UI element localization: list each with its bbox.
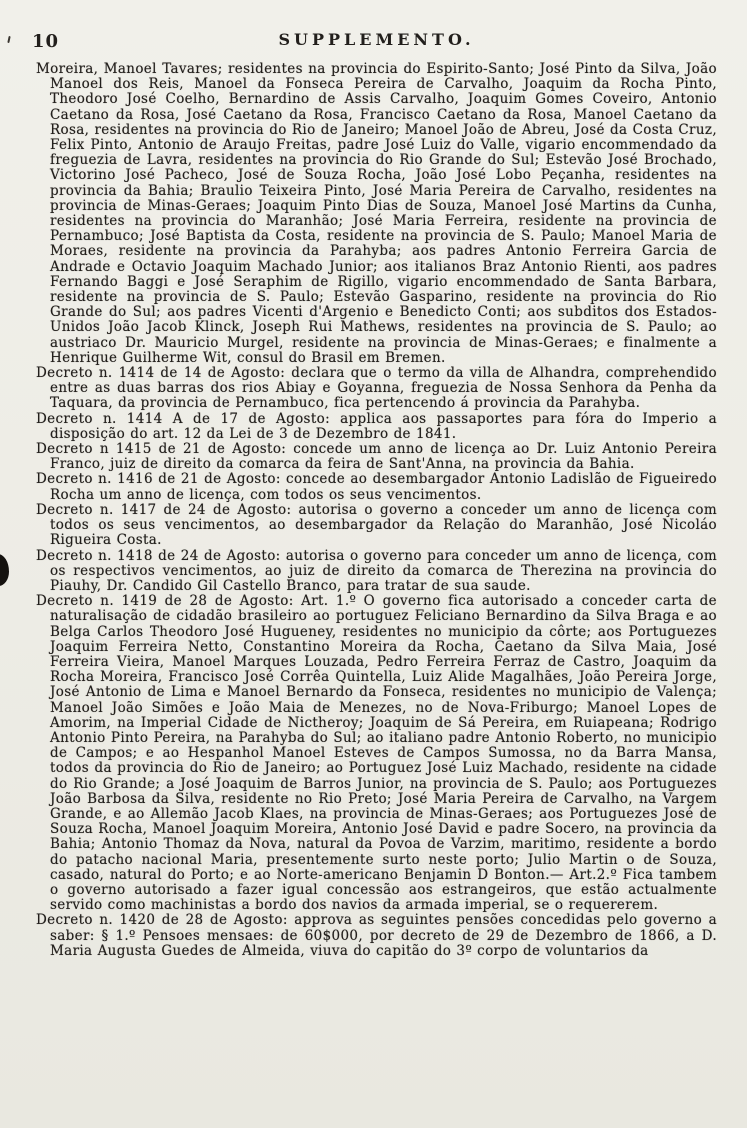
paragraph-naturalization-list-continued: Moreira, Manoel Tavares; residentes na provincia do Espirito-Santo; José Pinto da Silva, João Manoel dos Reis, Manoel da Fonseca Pereira de Carvalho, Joaquim da Rocha Pinto, Theodoro José Coelho, Bernardino de Assis Carvalho, Joaquim Gomes Coveiro, Antonio Caetano da Rosa, José Caetano da Rosa, Francisco Caetano da Rosa, Manoel Caetano da Rosa, residentes na provincia do Rio de Janeiro; Manoel João de Abreu, José da Costa Cruz, Felix Pinto, Antonio de Araujo Freitas, padre José Luiz do Valle, vigario encommendado da freguezia de Lavra, residentes na provincia do Rio Grande do Sul; Estevão José Brochado, Victorino José Pacheco, José de Souza Rocha, João José Lobo Peçanha, residentes na provincia da Bahia; Braulio Teixeira Pinto, José Maria Pereira de Carvalho, residentes na provincia de Minas-Geraes; Joaquim Pinto Dias de Souza, Manoel José Martins da Cunha, residentes na provincia do Maranhão; José Maria Ferreira, residente na provincia de Pernambuco; José Baptista da Costa, residente na provincia de S. Paulo; Manoel Maria de Moraes, residente na provincia da Parahyba; aos padres Antonio Ferreira Garcia de Andrade e Octavio Joaquim Machado Junior; aos italianos Braz Antonio Rienti, aos padres Fernando Baggi e José Seraphim de Rigillo, vigario encommendado de Santa Barbara, residente na provincia de S. Paulo; Estevão Gasparino, residente na provincia do Rio Grande do Sul; aos padres Vicenti d'Argenio e Benedicto Conti; aos subditos dos Estados-Unidos João Jacob Klinck, Joseph Rui Mathews, residentes na provincia de S. Paulo; ao austriaco Dr. Mauricio Murgel, residente na provincia de Minas-Geraes; e finalmente a Henrique Guilherme Wit, consul do Brasil em Bremen.	[36, 61, 717, 366]
page-header	[32, 30, 717, 56]
paragraph-decreto-1414a: Decreto n. 1414 A de 17 de Agosto: applica aos passaportes para fóra do Imperio a disposição do art. 12 da Lei de 3 de Dezembro de 1841.	[36, 410, 717, 442]
paragraph-decreto-1418: Decreto n. 1418 de 24 de Agosto: autorisa o governo para conceder um anno de licença, com os respectivos vencimentos, ao juiz de direito da comarca de Therezina na provincia do Piauhy, Dr. Candido Gil Castello Branco, para tratar de sua saude.	[36, 547, 717, 594]
paragraph-decreto-1415: Decreto n 1415 de 21 de Agosto: concede um anno de licença ao Dr. Luiz Antonio Pereira Franco, juiz de direito da comarca da feira de Sant'Anna, na provincia da Bahia.	[36, 441, 717, 473]
paragraph-decreto-1414: Decreto n. 1414 de 14 de Agosto: declara que o termo da villa de Alhandra, comprehendido entre as duas barras dos rios Abiay e Goyanna, freguezia de Nossa Senhora da Penha da Taquara, da provincia de Pernambuco, fica pertencendo á provincia da Parahyba.	[36, 365, 717, 412]
paragraph-decreto-1420: Decreto n. 1420 de 28 de Agosto: approva as seguintes pensões concedidas pelo governo a saber: § 1.º Pensoes mensaes: de 60$000, por decreto de 29 de Dezembro de 1866, a D. Maria Augusta Guedes de Almeida, viuva do capitão do 3º corpo de voluntarios da	[36, 912, 717, 959]
page-number: 10	[32, 31, 60, 52]
body-text	[36, 62, 717, 959]
paragraph-decreto-1417: Decreto n. 1417 de 24 de Agosto: autorisa o governo a conceder um anno de licença com todos os seus vencimentos, ao desembargador da Relação do Maranhão, José Nicoláo Rigueira Costa.	[36, 501, 717, 549]
paragraph-decreto-1419: Decreto n. 1419 de 28 de Agosto: Art. 1.º O governo fica autorisado a conceder carta de naturalisação de cidadão brasileiro ao portuguez Feliciano Bernardino da Silva Braga e ao Belga Carlos Theodoro José Hugueney, residentes no municipio da côrte; aos Portuguezes Joaquim Ferreira Netto, Constantino Moreira da Rocha, Caetano da Silva Maia, José Ferreira Vieira, Manoel Marques Louzada, Pedro Ferreira Ferraz de Castro, Joaquim da Rocha Moreira, Francisco José Corrêa Quintella, Luiz Alide Magalhães, João Pereira Jorge, José Antonio de Lima e Manoel Bernardo da Fonseca, residentes no municipio de Valença; Manoel João Simões e João Maia de Menezes, no de Nova-Friburgo; Manoel Lopes de Amorim, na Imperial Cidade de Nictheroy; Joaquim de Sá Pereira, em Ruiapeana; Rodrigo Antonio Pinto Pereira, na Parahyba do Sul; ao italiano padre Antonio Roberto, no municipio de Campos; e ao Hespanhol Manoel Esteves de Campos Sumossa, no da Barra Mansa, todos da provincia do Rio de Janeiro; ao Portuguez José Luiz Machado, residente na cidade do Rio Grande; a José Joaquim de Barros Junior, na provincia de S. Paulo; aos Portuguezes João Barbosa da Silva, residente no Rio Preto; José Maria Pereira de Carvalho, na Vargem Grande, e ao Allemão Jacob Klaes, na provincia de Minas-Geraes; aos Portuguezes José de Souza Rocha, Manoel Joaquim Moreira, Antonio José David e padre Socero, na provincia da Bahia; Antonio Thomaz da Nova, natural da Povoa de Varzim, maritimo, residente a bordo do patacho nacional Maria, presentemente surto neste porto; Julio Martin o de Souza, casado, natural do Porto; e ao Norte-americano Benjamin D Bonton.— Art.2.º Fica tambem o governo autorisado a fazer igual concessão aos estrangeiros, que estão actualmente servido como machinistas a bordo dos navios da armada imperial, se o requererem.	[36, 593, 717, 914]
ink-blot	[0, 554, 9, 586]
page-title: SUPPLEMENTO.	[278, 30, 475, 49]
scan-artifact	[7, 36, 10, 43]
paragraph-decreto-1416: Decreto n. 1416 de 21 de Agosto: concede ao desembargador Antonio Ladislão de Figueiredo Rocha um anno de licença, com todos os seus vencimentos.	[36, 471, 717, 503]
